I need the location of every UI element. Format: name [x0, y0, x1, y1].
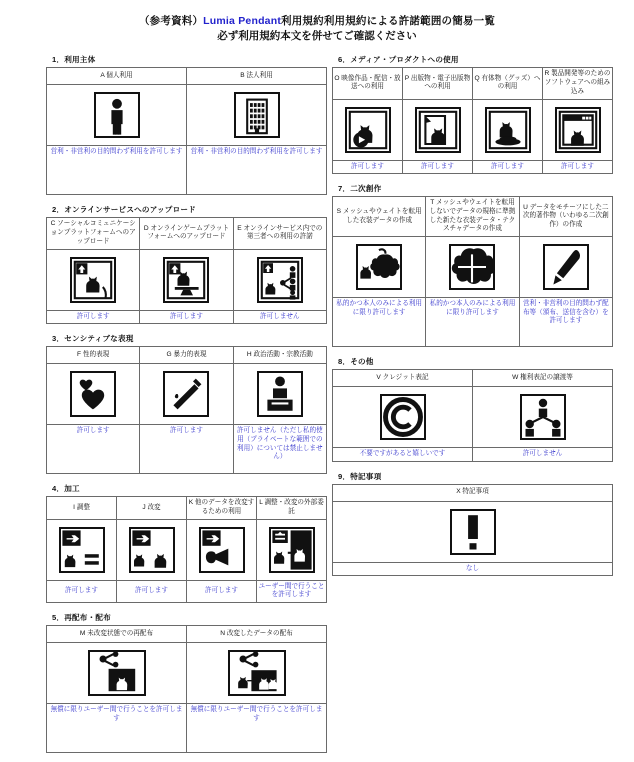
column-icon-cell [233, 249, 326, 310]
column-icon-cell [333, 387, 473, 448]
upload-cat-monitor-icon [163, 257, 209, 303]
table-icon-row [333, 237, 613, 298]
right-column [332, 54, 624, 762]
copyright-icon [380, 394, 426, 440]
column-note-e: 許可しません [233, 310, 326, 324]
column-header-i: I 調整 [47, 497, 117, 519]
section-s1 [46, 54, 338, 195]
upload-cat-share-icon [257, 257, 303, 303]
column-icon-cell [333, 237, 426, 298]
section-heading: 5．再配布・配布 [52, 613, 111, 623]
column-icon-cell [333, 99, 403, 160]
cat-costume-icon [356, 244, 402, 290]
column-icon-cell [47, 249, 140, 310]
person-icon [94, 92, 140, 138]
cat-outsource-icon [269, 527, 315, 573]
table-header-row [333, 68, 613, 99]
table-header-row [47, 68, 327, 85]
column-header-s: S メッシュやウェイトを転用した衣装データの作成 [333, 197, 426, 237]
column-icon-cell [403, 99, 473, 160]
title-brand: Lumia Pendant [203, 15, 282, 27]
section-heading: 8．その他 [338, 357, 374, 367]
cat-figure-icon [485, 107, 531, 153]
table-icon-row [47, 364, 327, 425]
title-suffix: 利用規約利用規約による許諾範囲の簡易一覧 [281, 15, 496, 27]
column-header-w: W 権利表記の譲渡等 [473, 370, 613, 387]
column-header-f: F 性的表現 [47, 347, 140, 364]
section-heading: 6．メディア・プロダクトへの使用 [338, 55, 459, 65]
column-icon-cell [473, 99, 543, 160]
column-note-j: 許可します [117, 580, 187, 602]
arrow-cat-two-icon [129, 527, 175, 573]
section-table [332, 484, 613, 577]
column-header-v: V クレジット表記 [333, 370, 473, 387]
podium-speaker-icon [257, 371, 303, 417]
table-note-row [47, 425, 327, 474]
column-note-s: 私的かつ本人のみによる利用に限り許可します [333, 298, 426, 347]
table-icon-row [333, 99, 613, 160]
column-icon-cell [543, 99, 613, 160]
column-note-p: 許可します [403, 160, 473, 174]
section-heading: 1．利用主体 [52, 55, 96, 65]
column-header-c: C ソーシャルコミュニケーションプラットフォームへのアップロード [47, 218, 140, 249]
title-prefix: （参考資料） [138, 15, 204, 27]
table-note-row [333, 448, 613, 462]
column-header-g: G 暴力的表現 [140, 347, 233, 364]
arrow-cat-equals-icon [59, 527, 105, 573]
hearts-icon [70, 371, 116, 417]
section-table [46, 67, 327, 195]
table-icon-row [47, 85, 327, 146]
column-icon-cell [47, 519, 117, 580]
costume-new-icon [449, 244, 495, 290]
section-table [332, 196, 613, 347]
table-icon-row [333, 387, 613, 448]
column-icon-cell [333, 501, 613, 562]
table-note-row [333, 562, 613, 576]
column-note-w: 許可しません [473, 448, 613, 462]
section-s2 [46, 204, 338, 324]
column-note-a: 営利・非営利の目的問わず利用を許可します [47, 146, 187, 195]
table-note-row [47, 704, 327, 753]
section-heading: 9．特記事項 [338, 471, 382, 481]
table-icon-row [47, 519, 327, 580]
column-header-u: U データをモチーフにした二次的著作物（いわゆる二次創作）の作成 [519, 197, 612, 237]
upload-cat-icon [70, 257, 116, 303]
table-header-row [47, 626, 327, 643]
brush-icon [543, 244, 589, 290]
section-s5 [46, 612, 338, 753]
table-header-row [47, 497, 327, 519]
table-note-row [333, 160, 613, 174]
column-icon-cell [47, 85, 187, 146]
table-header-row [47, 347, 327, 364]
table-header-row [333, 370, 613, 387]
building-icon [234, 92, 280, 138]
column-header-n: N 改変したデータの配布 [187, 626, 327, 643]
column-note-v: 不要ですがあると嬉しいです [333, 448, 473, 462]
column-icon-cell [140, 364, 233, 425]
table-icon-row [47, 643, 327, 704]
column-header-a: A 個人利用 [47, 68, 187, 85]
table-header-row [333, 484, 613, 501]
section-table [46, 217, 327, 324]
column-icon-cell [187, 85, 327, 146]
column-icon-cell [519, 237, 612, 298]
column-header-d: D オンラインゲームプラットフォームへのアップロード [140, 218, 233, 249]
exclamation-icon [450, 509, 496, 555]
section-heading: 3．センシティブな表現 [52, 334, 134, 344]
cat-play-icon [345, 107, 391, 153]
column-note-x: なし [333, 562, 613, 576]
column-icon-cell [117, 519, 187, 580]
section-s7 [332, 183, 624, 347]
section-table [46, 346, 327, 474]
arrow-cat-tail-icon [199, 527, 245, 573]
column-note-h: 許可しません（ただし私的使用（プライベートな範囲での利用）については禁止しません） [233, 425, 326, 474]
column-icon-cell [473, 387, 613, 448]
section-s8 [332, 356, 624, 462]
column-header-j: J 改変 [117, 497, 187, 519]
column-header-h: H 政治活動・宗教活動 [233, 347, 326, 364]
column-header-x: X 特記事項 [333, 484, 613, 501]
section-table [332, 369, 613, 462]
table-note-row [47, 146, 327, 195]
column-icon-cell [233, 364, 326, 425]
table-icon-row [47, 249, 327, 310]
cat-window-icon [555, 107, 601, 153]
column-header-p: P 出版物・電子出版物への利用 [403, 68, 473, 99]
table-note-row [47, 580, 327, 602]
section-s6 [332, 54, 624, 174]
column-icon-cell [257, 519, 327, 580]
section-s4 [46, 483, 338, 603]
left-column [46, 54, 338, 762]
column-icon-cell [187, 643, 327, 704]
column-note-d: 許可します [140, 310, 233, 324]
document-title [0, 0, 634, 44]
column-header-k: K 他のデータを改変するための利用 [187, 497, 257, 519]
column-note-l: ユーザー間で行うことを許可します [257, 580, 327, 602]
column-header-l: L 調整・改変の外部委託 [257, 497, 327, 519]
column-note-m: 無償に限りユーザー間で行うことを許可します [47, 704, 187, 753]
share-cat-icon [88, 650, 146, 696]
table-note-row [333, 298, 613, 347]
column-icon-cell [47, 364, 140, 425]
column-header-t: T メッシュやウェイトを転用しないでデータの規格に準拠した新たな衣装データ・テクスチャデータの作成 [426, 197, 519, 237]
column-icon-cell [426, 237, 519, 298]
column-note-r: 許可します [543, 160, 613, 174]
column-icon-cell [47, 643, 187, 704]
table-header-row [47, 218, 327, 249]
section-table [46, 625, 327, 753]
column-note-c: 許可します [47, 310, 140, 324]
knife-blood-icon [163, 371, 209, 417]
column-header-m: M 未改変状態での再配布 [47, 626, 187, 643]
column-icon-cell [187, 519, 257, 580]
column-note-k: 許可します [187, 580, 257, 602]
column-note-b: 営利・非営利の目的問わず利用を許可します [187, 146, 327, 195]
column-header-o: O 映像作品・配信・放送への利用 [333, 68, 403, 99]
column-header-q: Q 有体物（グッズ）への利用 [473, 68, 543, 99]
column-note-t: 私的かつ本人のみによる利用に限り許可します [426, 298, 519, 347]
column-note-n: 無償に限りユーザー間で行うことを許可します [187, 704, 327, 753]
share-cat-modified-icon [228, 650, 286, 696]
title-subline: 必ず利用規約本文を併せてご確認ください [217, 30, 417, 43]
column-note-i: 許可します [47, 580, 117, 602]
column-header-r: R 製品開発等のためのソフトウェアへの組み込み [543, 68, 613, 99]
section-s9 [332, 471, 624, 577]
table-header-row [333, 197, 613, 237]
column-note-q: 許可します [473, 160, 543, 174]
section-heading: 2．オンラインサービスへのアップロード [52, 205, 196, 215]
column-header-b: B 法人利用 [187, 68, 327, 85]
cat-page-icon [415, 107, 461, 153]
column-note-f: 許可します [47, 425, 140, 474]
section-heading: 4．加工 [52, 484, 80, 494]
section-table [332, 67, 613, 174]
column-note-g: 許可します [140, 425, 233, 474]
column-note-u: 営利・非営利の目的問わず配布等（頒布、送信を含む）を許可します [519, 298, 612, 347]
section-s3 [46, 333, 338, 474]
content-columns [0, 44, 634, 762]
table-note-row [47, 310, 327, 324]
section-heading: 7．二次創作 [338, 184, 382, 194]
table-icon-row [333, 501, 613, 562]
section-table [46, 496, 327, 603]
rights-transfer-icon [520, 394, 566, 440]
column-header-e: E オンラインサービス内での第三者への利用の許諾 [233, 218, 326, 249]
column-icon-cell [140, 249, 233, 310]
column-note-o: 許可します [333, 160, 403, 174]
